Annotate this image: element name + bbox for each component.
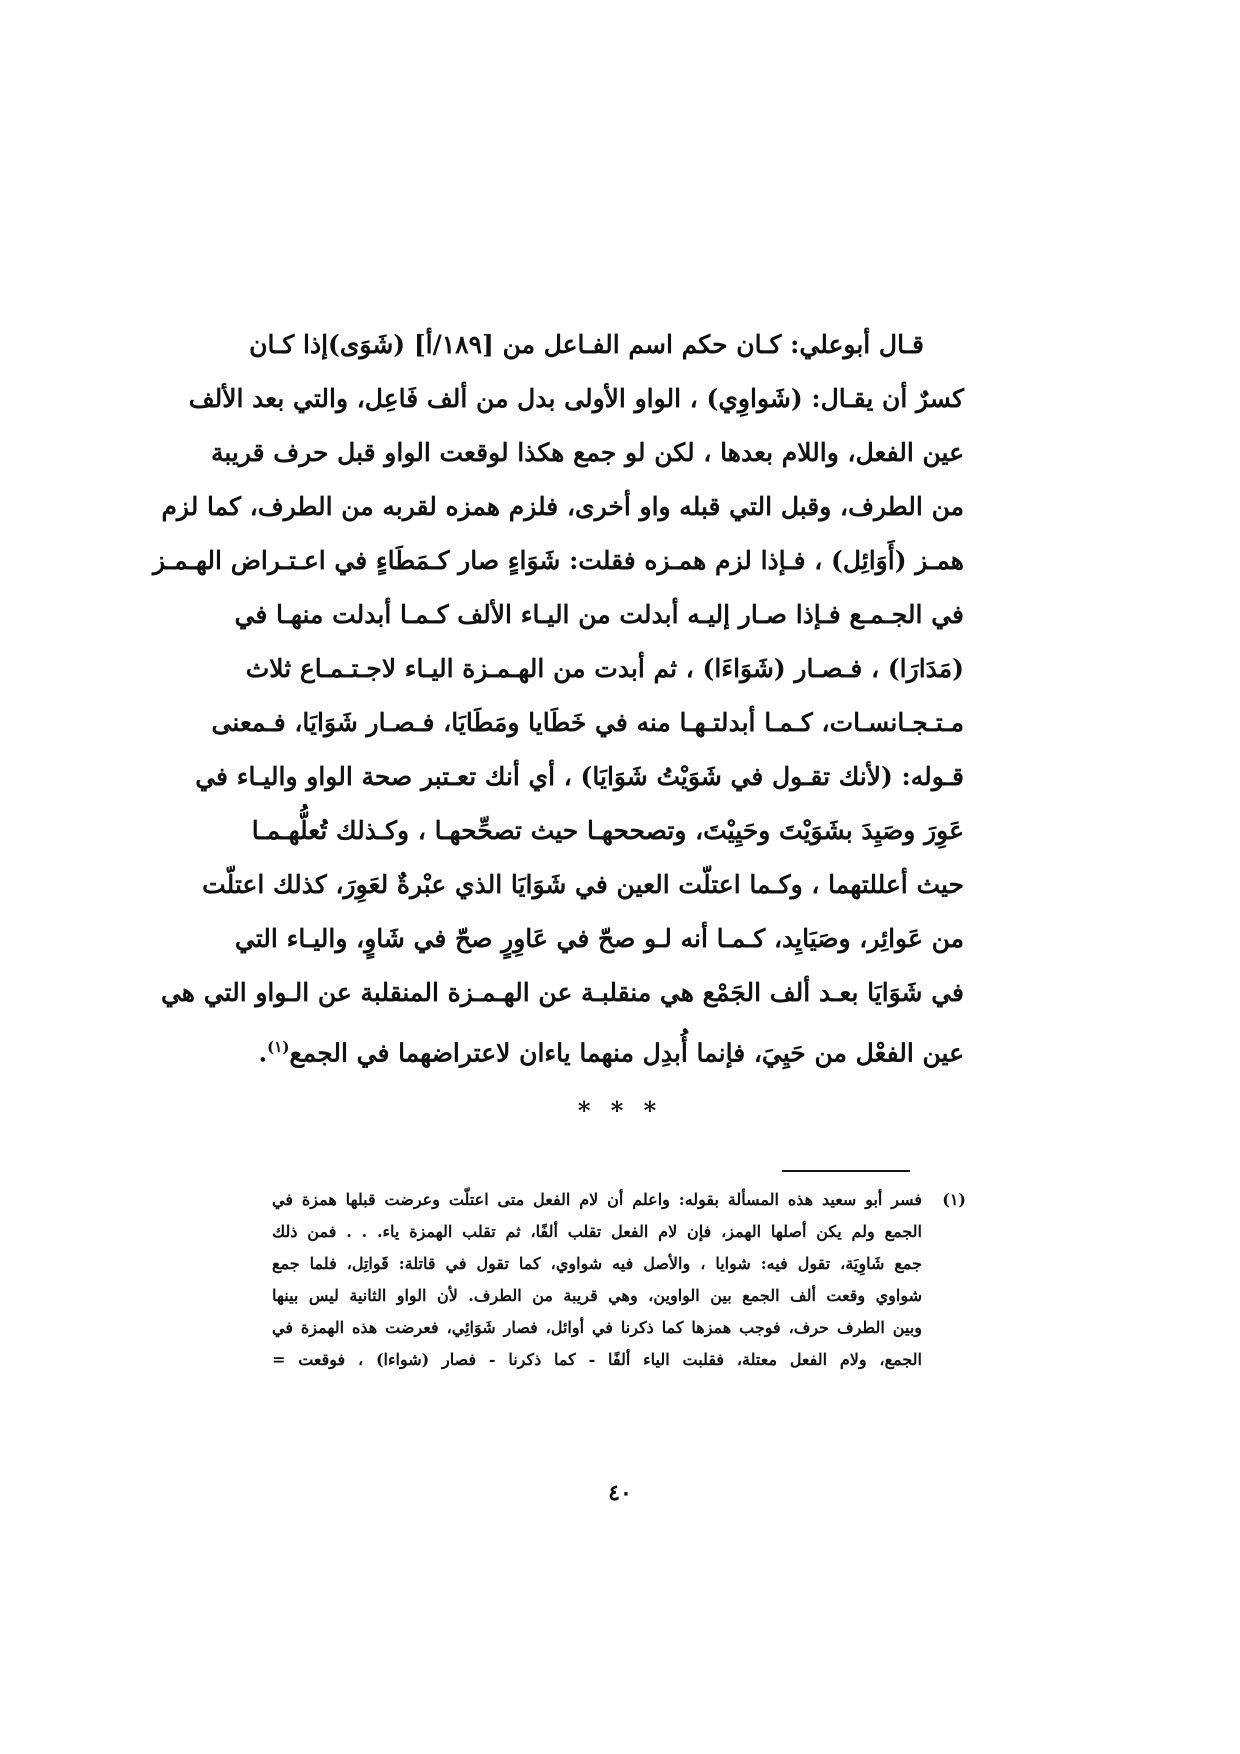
text-line: عَوِرَ وصَيِدَ بشَوَيْتَ وحَيِيْتَ، وتصححهـا حيث تصحِّحهـا ، وكـذلك تُعلُّهـمـا (251, 816, 964, 845)
text-line: عين الفعل، واللام بعدها ، لكن لو جمع هكذا لوقعت الواو قبل حرف قريبة (210, 438, 964, 467)
text-line: قـوله: (لأنك تقـول في شَوَيْتُ شَوَايَا) ، أي أنك تعـتبر صحة الواو واليـاء في (195, 762, 964, 791)
text-line: من الطرف، وقبل التي قبله واو أخرى، فلزم همزه لقربه من الطرف، كما لزم (161, 492, 964, 521)
text-line: من عَوائِر، وصَيَايِد، كـمـا أنه لـو صحّ في عَاوِرٍ صحّ في شَاوٍ، واليـاء التي (234, 924, 964, 953)
text-line: حيث أعللتهما ، وكـما اعتلّت العين في شَوَايَا الذي عبْرةٌ لعَوِرَ، كذلك اعتلّت (202, 870, 964, 899)
text-line-content: عين الفعْل من حَيِيَ، فإنما أُبدِل منهما ياءان لاعتراضهما في الجمع (289, 1038, 964, 1068)
text-line: قـال أبوعلي: كـان حكم اسم الفـاعل من [١٨٩/أ] (شَوَى)إذا كـان (249, 330, 924, 359)
footnote-line-text: فسر أبو سعيد هذه المسألة بقوله: واعلم أن لام الفعل متى اعتلّت وعرضت قبلها همزة في (272, 1190, 922, 1209)
main-text-block (153, 318, 964, 1074)
footnote-reference[interactable]: (١) (267, 1038, 290, 1056)
text-line: في شَوَايَا بعـد ألف الجَمْع هي منقلبـة عن الهـمـزة المنقلبة عن الـواو التي هي (160, 978, 964, 1007)
footnote-divider (782, 1170, 910, 1172)
footnote-line: الجمع، ولام الفعل معتلة، فقلبت الياء ألفًا - كما ذكرنا - فصار (شواءا) ، فوقعت = (272, 1350, 923, 1369)
text-line: (مَدَارَا) ، فـصـار (شَوَاءَا) ، ثم أبدت من الهـمـزة اليـاء لاجـتـمـاع ثلاث (245, 654, 964, 683)
text-line: في الجـمـع فـإذا صـار إليـه أبدلت من اليـاء الألف كـمـا أبدلت منهـا في (234, 600, 964, 629)
text-line-last (258, 1020, 964, 1074)
footnote-line: وبين الطرف حرف، فوجب همزها كما ذكرنا في أوائل، فصار شَوَائِي، فعرضت هذه الهمزة في (272, 1318, 922, 1337)
footnote-line (272, 1184, 964, 1216)
footnotes-block (272, 1184, 964, 1376)
text-line: مـتـجـانسـات، كـمـا أبدلتـهـا منه في خَطَايا ومَطَايَا، فـصـار شَوَايَا، فـمعنى (211, 708, 964, 737)
sentence-end-mark: . (258, 1038, 268, 1068)
text-line: همـز (أَوَائِل) ، فـإذا لزم همـزه فقلت: شَوَاءٍ صار كـمَطَاءٍ في اعـتـراض الهـمـز (153, 546, 964, 575)
footnote-marker: (١) (942, 1190, 966, 1209)
footnote-line: جمع شَاوِيَة، تقول فيه: شوايا ، والأصل فيه شواوي، كما تقول في قاتلة: قَواتِل، فلما جمع (272, 1254, 922, 1273)
footnote-line: شواوي وقعت ألف الجمع بين الواوين، وهي قريبة من الطرف. لأن الواو الثانية ليس بينها (272, 1286, 922, 1305)
section-separator: * * * (577, 1096, 663, 1125)
page-number: ٤٠ (608, 1480, 632, 1506)
text-line: كسرٌ أن يقـال: (شَواوِي) ، الواو الأولى بدل من ألف فَاعِل، والتي بعد الألف (188, 384, 964, 413)
footnote-line: الجمع ولم يكن أصلها الهمز، فإن لام الفعل تقلب ألفًا، ثم تقلب الهمزة ياء. . . فمن ذلك (272, 1222, 922, 1241)
